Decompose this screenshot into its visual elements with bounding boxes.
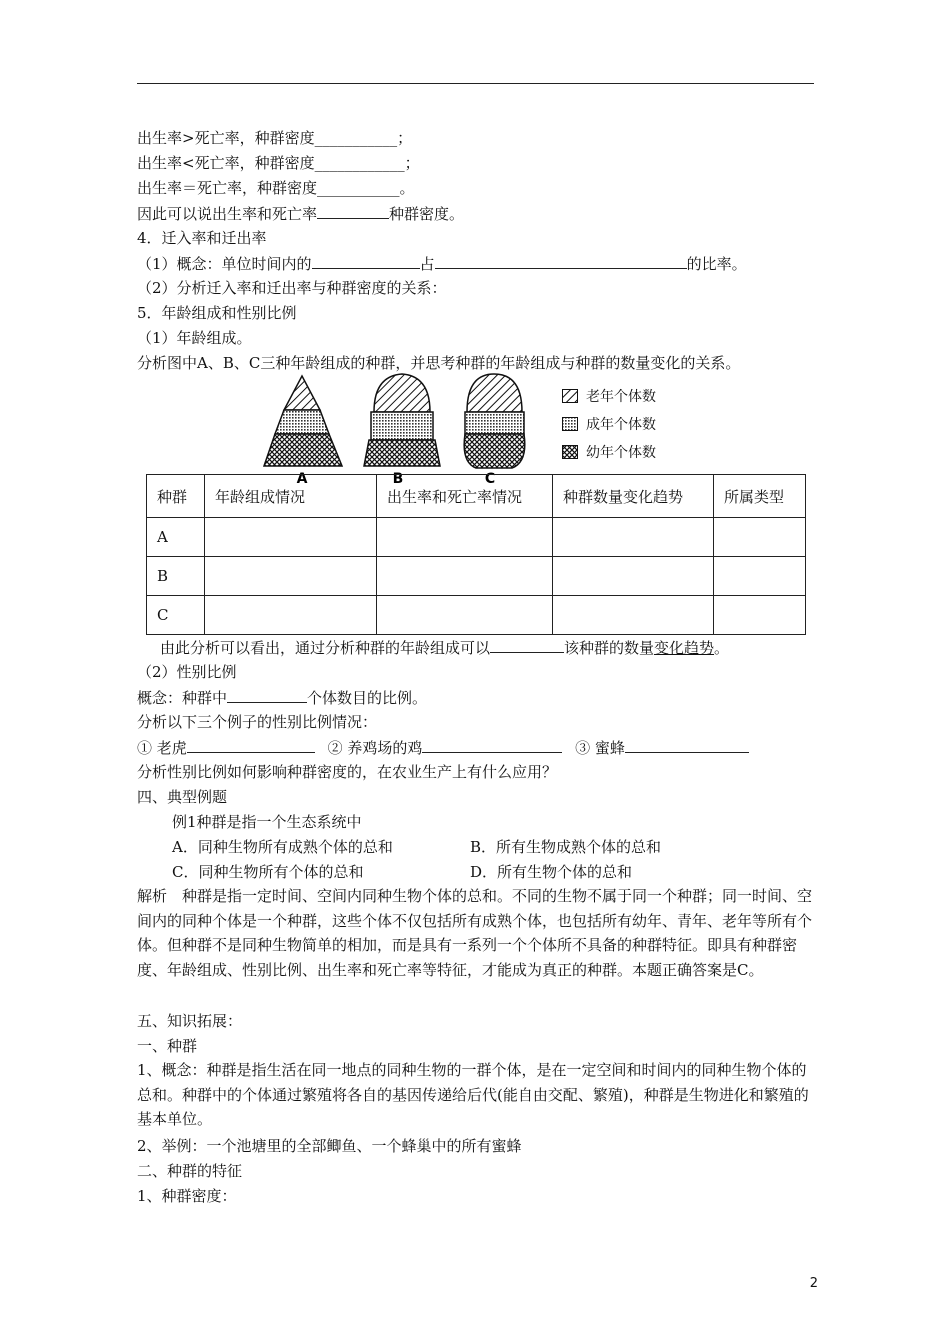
row-label: C	[147, 596, 205, 635]
row-label: A	[147, 518, 205, 557]
dots-swatch-icon	[562, 417, 578, 431]
text-line: 分析图中A、B、C三种年龄组成的种群，并思考种群的年龄组成与种群的数量变化的关系。	[137, 354, 741, 372]
text-line: 概念：种群中 个体数目的比例。	[137, 689, 428, 707]
question-stem: 例1种群是指一个生态系统中	[172, 813, 362, 831]
section-heading: 4．迁入率和迁出率	[137, 229, 267, 247]
pyramid-b	[364, 374, 440, 466]
table-cell[interactable]	[205, 596, 377, 635]
table-header: 出生率和死亡率情况	[377, 475, 553, 518]
hatch-swatch-icon	[562, 389, 578, 403]
text-line: （1）概念：单位时间内的 占 的比率。	[137, 255, 747, 273]
age-structure-figure	[262, 372, 552, 484]
analysis-paragraph: 解析 种群是指一定时间、空间内同种生物个体的总和。不同的生物不属于同一个种群；同一时间、空间内的同种个体是一个种群，这些个体不仅包括所有成熟个体，也包括所有幼年、青年、老年等所有个体。但种群不是同种生物简单的相加，而是具有一系列一个个体所不具备的种群特征。即具有种群密度、年龄组成、性别比例、出生率和死亡率等特征，才能成为真正的种群。本题正确答案是C。	[137, 887, 813, 979]
table-cell[interactable]	[205, 518, 377, 557]
legend-item-adult: 成年个体数	[562, 410, 656, 438]
text-line: 2、举例：一个池塘里的全部鲫鱼、一个蜂巢中的所有蜜蜂	[137, 1137, 522, 1155]
table-row	[147, 518, 806, 557]
text-line: 分析性别比例如何影响种群密度的，在农业生产上有什么应用？	[137, 763, 558, 781]
table-row	[147, 596, 806, 635]
table-cell[interactable]	[714, 557, 806, 596]
text-line: 由此分析可以看出，通过分析种群的年龄组成可以 该种群的数量变化趋势。	[160, 639, 730, 657]
table-cell[interactable]	[553, 596, 714, 635]
text-line: （2）分析迁入率和迁出率与种群密度的关系：	[137, 279, 447, 297]
section-heading: 二、种群的特征	[137, 1162, 243, 1180]
age-structure-table	[146, 474, 806, 635]
section-heading: 四、典型例题	[137, 788, 228, 806]
table-header: 种群	[147, 475, 205, 518]
text-line: 1、种群密度：	[137, 1187, 237, 1205]
table-cell[interactable]	[377, 518, 553, 557]
text-line: 分析以下三个例子的性别比例情况：	[137, 713, 378, 731]
table-cell[interactable]	[714, 518, 806, 557]
label-b: B	[392, 471, 404, 484]
table-cell[interactable]	[377, 596, 553, 635]
table-header: 种群数量变化趋势	[553, 475, 714, 518]
row-label: B	[147, 557, 205, 596]
table-cell[interactable]	[553, 518, 714, 557]
text-line: （1）年龄组成。	[137, 329, 252, 347]
section-heading: 5．年龄组成和性别比例	[137, 304, 297, 322]
text-line: 出生率＝死亡率，种群密度___________。	[137, 179, 415, 197]
legend-item-old: 老年个体数	[562, 382, 656, 410]
table-cell[interactable]	[553, 557, 714, 596]
option-b: B．所有生物成熟个体的总和	[470, 838, 662, 856]
figure-legend	[562, 382, 656, 466]
option-a: A．同种生物所有成熟个体的总和	[172, 838, 393, 856]
option-c: C．同种生物所有个体的总和	[172, 863, 364, 881]
section-heading: 一、种群	[137, 1037, 198, 1055]
table-header: 所属类型	[714, 475, 806, 518]
label-a: A	[296, 471, 308, 484]
concept-paragraph: 1、概念：种群是指生活在同一地点的同种生物的一群个体，是在一定空间和时间内的同种生物个体的总和。种群中的个体通过繁殖将各自的基因传递给后代(能自由交配、繁殖)，种群是生物进化和繁殖的基本单位。	[137, 1061, 809, 1128]
legend-item-young: 幼年个体数	[562, 438, 656, 466]
header-rule	[137, 83, 814, 84]
table-cell[interactable]	[714, 596, 806, 635]
text-line: 因此可以说出生率和死亡率 种群密度。	[137, 205, 465, 223]
table-row	[147, 557, 806, 596]
section-heading: 五、知识拓展：	[137, 1012, 243, 1030]
page-number: 2	[809, 1276, 818, 1291]
pyramid-c	[464, 374, 525, 468]
text-line: 出生率<死亡率，种群密度____________；	[137, 154, 420, 172]
text-line: （2）性别比例	[137, 663, 237, 681]
text-line: 出生率>死亡率，种群密度___________；	[137, 129, 413, 147]
pyramid-a	[264, 376, 342, 466]
table-cell[interactable]	[377, 557, 553, 596]
table-header-row	[147, 475, 806, 518]
cross-swatch-icon	[562, 445, 578, 459]
option-d: D．所有生物个体的总和	[470, 863, 633, 881]
table-header: 年龄组成情况	[205, 475, 377, 518]
table-cell[interactable]	[205, 557, 377, 596]
text-line: ① 老虎 ② 养鸡场的鸡 ③ 蜜蜂	[137, 737, 749, 758]
label-c: C	[484, 471, 496, 484]
